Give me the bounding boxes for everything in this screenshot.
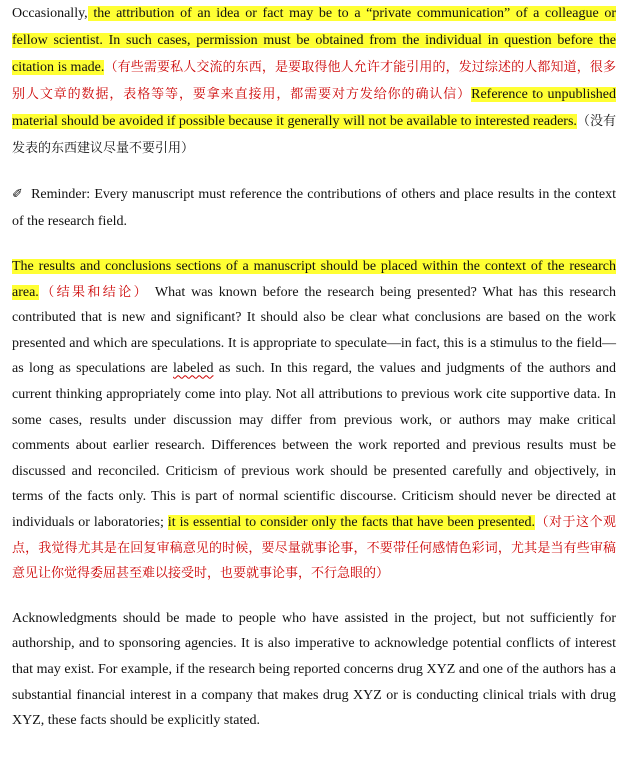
chinese-annotation: （对于这个观点，我觉得尤其是在回复审稿意见的时候，要尽量就事论事，不要带任何感情色彩词，尤其是当有些审稿意见让你觉得委屈甚至难以接受时，也要就事论事，不行急眼的） [12,514,616,582]
reminder-paragraph [12,181,616,235]
chinese-annotation: （有些需要私人交流的东西，是要取得他人允许才能引用的，发过综述的人都知道，很多别人文章的数据，表格等等，要拿来直接用，都需要对方发给你的确认信） [12,60,616,102]
pencil-icon: ✐ [12,187,23,202]
paragraph-gap [12,235,616,254]
paragraph-gap [12,587,616,606]
paragraph-acknowledgments [12,606,616,734]
spellcheck-flagged-word: labeled [173,361,214,377]
paragraph-lead-text: Occasionally, [12,6,88,21]
body-text: Acknowledgments should be made to people who have assisted in the project, but not sufficiently for authorship, and to sponsoring agencies. It is also imperative to acknowledge potential conflicts of interest that may exist. For example, if the research being reported concerns drug XYZ and one of the authors has a substantial financial interest in a company that makes drug XYZ or is conducting clinical trials with drug XYZ, these facts should be explicitly stated. [12,610,616,729]
chinese-annotation: （没有发表的东西建议尽量不要引用） [12,114,616,156]
highlighted-text: the attribution of an idea or fact may be to a “private communication” of a colleague or fellow scientist. In such cases, permission must be obtained from the individual in question before the citation is made. [12,6,616,75]
reminder-text: Reminder: Every manuscript must reference the contributions of others and place results in the context of the research field. [12,187,616,229]
highlighted-text: The results and conclusions sections of a manuscript should be placed within the context of the research area. [12,259,616,300]
paragraph-results-conclusions [12,254,616,587]
paragraph-private-communication [12,0,616,162]
highlighted-text: Reference to unpublished material should be avoided if possible because it generally will not be available to interested readers. [12,87,616,129]
document-page [12,0,616,734]
chinese-annotation: （结果和结论） [38,284,149,300]
body-text: What was known before the research being presented? What has this research contributed that is new and significant? It should also be clear what conclusions are based on the work presented and which are speculations. It is appropriate to speculate—in fact, this is a stimulus to the field—as long as speculations are [12,284,616,377]
body-text: as such. In this regard, the values and judgments of the authors and current thinking appropriately come into play. Not all attributions to previous work cite supportive data. In some cases, results under discussion may differ from previous work, or authors may make critical comments about earlier research. Differences between the work reported and previous results must be discussed and reconciled. Criticism of previous work should be presented carefully and objectively, in terms of the facts only. This is part of normal scientific discourse. Criticism should never be directed at individuals or laboratories; [12,361,617,530]
paragraph-gap [12,162,616,181]
highlighted-text: it is essential to consider only the facts that have been presented. [167,514,535,530]
